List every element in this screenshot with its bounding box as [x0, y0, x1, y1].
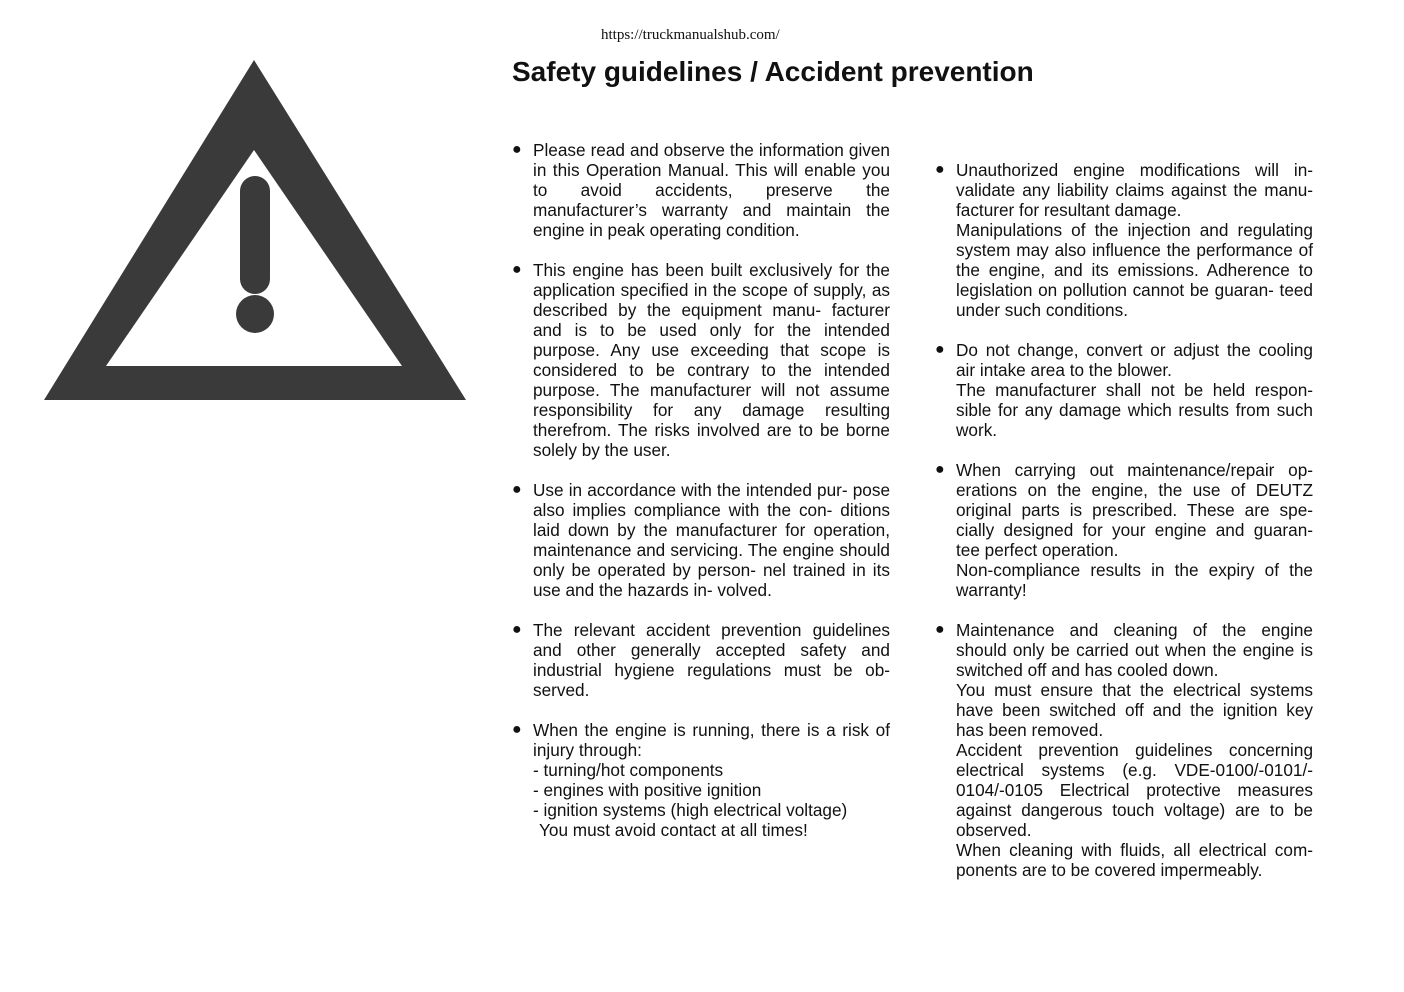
paragraph: Please read and observe the information given in this Operation Manual. This will enable you to avoid accidents, preserve the manufacturer’s warranty and maintain the engine in peak operating condition. [533, 140, 890, 240]
paragraph: When cleaning with fluids, all electrical com- ponents are to be covered impermeably. [956, 840, 1313, 880]
bullet-icon: ● [935, 161, 945, 178]
list-item [512, 260, 890, 460]
paragraph: The manufacturer shall not be held respon- sible for any damage which results from such work. [956, 380, 1313, 440]
paragraph: When carrying out maintenance/repair op- erations on the engine, the use of DEUTZ original parts is prescribed. These are spe- cially designed for your engine and guaran- tee perfect operation. [956, 460, 1313, 560]
paragraph: Non-compliance results in the expiry of the warranty! [956, 560, 1313, 600]
right-column [935, 160, 1313, 900]
list-item [512, 140, 890, 240]
paragraph: Manipulations of the injection and regulating system may also influence the performance of the engine, and its emissions. Adherence to legislation on pollution cannot be guaran- teed under such conditions. [956, 220, 1313, 320]
hazard-item: - engines with positive ignition [533, 780, 762, 800]
paragraph: Do not change, convert or adjust the cooling air intake area to the blower. [956, 340, 1313, 380]
paragraph: When the engine is running, there is a risk of injury through: [533, 720, 890, 760]
paragraph: Accident prevention guidelines concerning electrical systems (e.g. VDE-0100/-0101/- 0104/-0105 Electrical protective measures against dangerous touch voltage) are to be observed. [956, 740, 1313, 840]
warning-triangle-icon [40, 58, 470, 406]
paragraph: Use in accordance with the intended pur- pose also implies compliance with the con- ditions laid down by the manufacturer for operation, maintenance and servicing. The engine should only be operated by person- nel trained in its use and the hazards in- volved. [533, 480, 890, 600]
bullet-icon: ● [512, 141, 522, 158]
list-item [512, 480, 890, 600]
paragraph: This engine has been built exclusively for the application specified in the scope of supply, as described by the equipment manu- facturer and is to be used only for the intended purpose. Any use exceeding that scope is considered to be contrary to the intended purpose. The manufacturer will not assume responsibility for any damage resulting therefrom. The risks involved are to be borne solely by the user. [533, 260, 890, 460]
page-title: Safety guidelines / Accident prevention [512, 56, 1034, 87]
bullet-icon: ● [935, 621, 945, 638]
paragraph: Maintenance and cleaning of the engine should only be carried out when the engine is switched off and has cooled down. [956, 620, 1313, 680]
hazard-item: - turning/hot components [533, 760, 724, 780]
bullet-icon: ● [512, 621, 522, 638]
paragraph: You must ensure that the electrical systems have been switched off and the ignition key has been removed. [956, 680, 1313, 740]
paragraph: The relevant accident prevention guidelines and other generally accepted safety and industrial hygiene regulations must be ob- served. [533, 620, 890, 700]
list-item [512, 720, 890, 840]
list-item [512, 620, 890, 700]
left-column [512, 140, 890, 860]
bullet-icon: ● [512, 261, 522, 278]
bullet-icon: ● [512, 481, 522, 498]
source-url: https://truckmanualshub.com/ [601, 27, 780, 43]
bullet-icon: ● [935, 461, 945, 478]
list-item [935, 460, 1313, 600]
bullet-icon: ● [935, 341, 945, 358]
hazard-item: - ignition systems (high electrical voltage) [533, 800, 848, 820]
closing-note: You must avoid contact at all times! [539, 820, 808, 840]
paragraph: Unauthorized engine modifications will in- validate any liability claims against the manu- facturer for resultant damage. [956, 160, 1313, 220]
list-item [935, 160, 1313, 320]
bullet-icon: ● [512, 721, 522, 738]
list-item [935, 620, 1313, 880]
list-item [935, 340, 1313, 440]
